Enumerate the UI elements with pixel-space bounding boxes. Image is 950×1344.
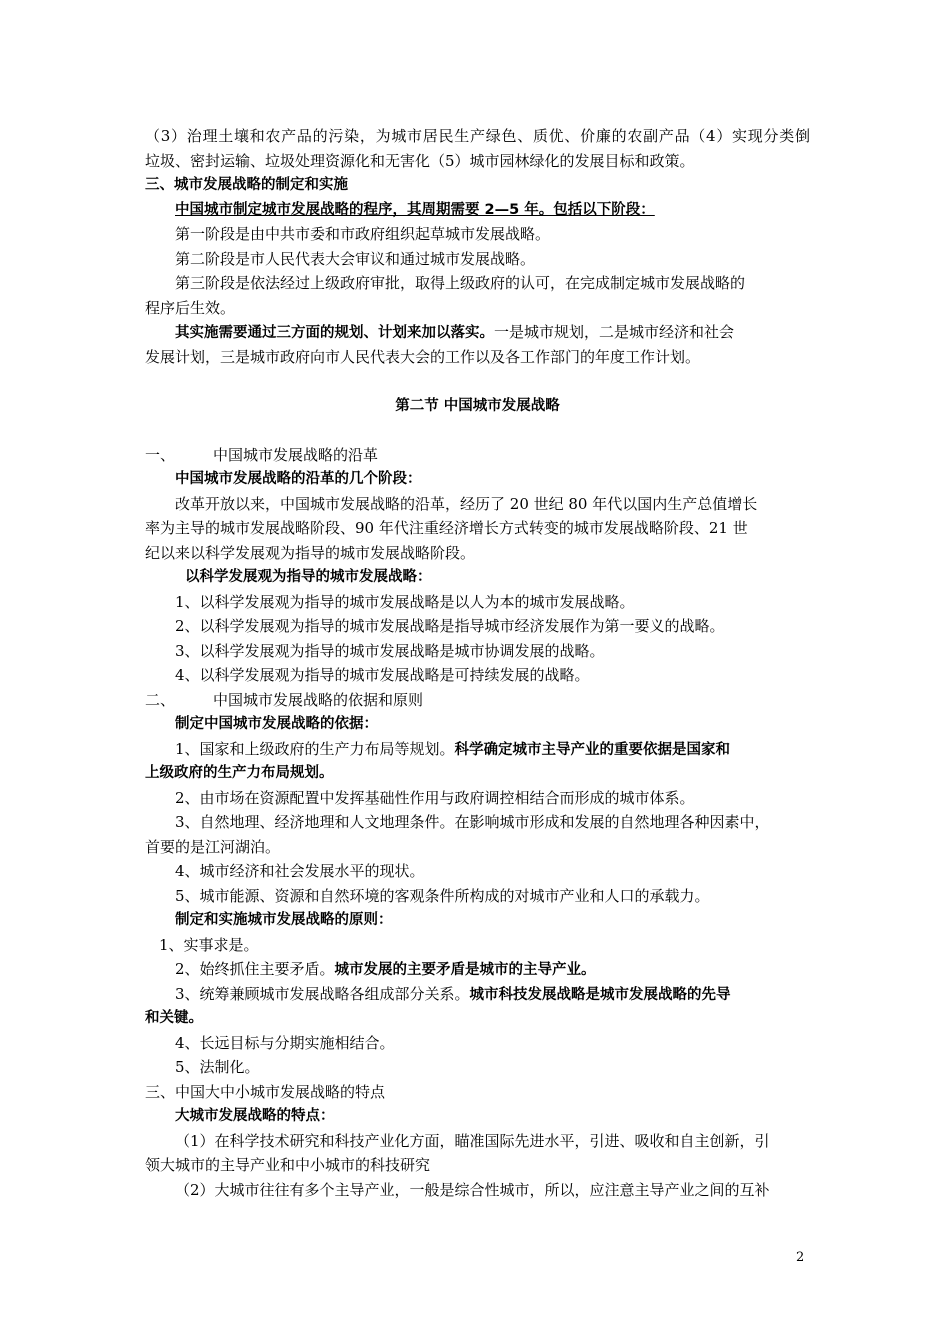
list-item: 3、以科学发展观为指导的城市发展战略是城市协调发展的战略。 [175,641,605,660]
text-line: 率为主导的城市发展战略阶段、90 年代注重经济增长方式转变的城市发展战略阶段、21 世 [145,519,748,537]
heading-text: 中国城市发展战略的依据和原则 [213,690,424,709]
text-run: 一是城市规划，二是城市经济和社会 [494,323,735,341]
list-item: 2、由市场在资源配置中发挥基础性作用与政府调控相结合而形成的城市体系。 [175,788,695,807]
list-item: 1、实事求是。 [159,935,259,954]
text-line: 首要的是江河湖泊。 [145,837,281,856]
document-body [145,124,810,1202]
list-item [145,957,810,982]
text-line [145,320,810,345]
list-item: 4、城市经济和社会发展水平的现状。 [175,862,425,880]
list-item: 4、长远目标与分期实施相结合。 [175,1033,395,1052]
heading-number: 二、 [145,690,176,709]
text-line: 程序后生效。 [145,298,236,317]
bold-line: 和关键。 [145,1010,203,1026]
subheading: 中国城市发展战略的沿革的几个阶段： [175,471,422,487]
subheading: 以科学发展观为指导的城市发展战略： [185,569,432,585]
text-line: 第一阶段是由中共市委和市政府组织起草城市发展战略。 [175,225,551,243]
list-item: （2）大城市往往有多个主导产业，一般是综合性城市，所以，应注意主导产业之间的互补 [175,1180,770,1199]
text-line: （3）治理土壤和农产品的污染，为城市居民生产绿色、质优、价廉的农副产品（4）实现分类倒 [145,127,810,145]
list-item [145,982,810,1007]
heading-text: 中国城市发展战略的沿革 [213,445,379,464]
text-line: 第二阶段是市人民代表大会审议和通过城市发展战略。 [175,249,536,268]
bold-phrase: 其实施需要通过三方面的规划、计划来加以落实。 [175,325,494,341]
text-line: 垃圾、密封运输、垃圾处理资源化和无害化（5）城市园林绿化的发展目标和政策。 [145,151,695,170]
list-item: 5、法制化。 [175,1058,260,1076]
subheading: 制定中国城市发展战略的依据： [175,716,378,732]
text-run: 2、始终抓住主要矛盾。 [175,960,335,978]
text-line: 纪以来以科学发展观为指导的城市发展战略阶段。 [145,543,476,562]
text-line: 领大城市的主导产业和中小城市的科技研究 [145,1156,431,1174]
list-item [145,737,810,762]
section-title: 第二节 中国城市发展战略 [395,397,560,414]
text-run: 3、统筹兼顾城市发展战略各组成部分关系。 [175,984,470,1003]
list-item: 4、以科学发展观为指导的城市发展战略是可持续发展的战略。 [175,666,590,684]
numbered-heading [145,443,810,468]
page-number: 2 [796,1250,805,1265]
numbered-heading [145,688,810,713]
bold-line: 上级政府的生产力布局规划。 [145,765,334,781]
list-item: 5、城市能源、资源和自然环境的客观条件所构成的对城市产业和人口的承载力。 [175,886,710,905]
list-item: 2、以科学发展观为指导的城市发展战略是指导城市经济发展作为第一要义的战略。 [175,617,725,635]
bold-phrase: 科学确定城市主导产业的重要依据是国家和 [454,741,731,758]
bold-phrase: 城市科技发展战略是城市发展战略的先导 [469,986,731,1003]
subheading: 制定和实施城市发展战略的原则： [175,912,393,928]
subheading: 中国城市制定城市发展战略的程序，其周期需要 2—5 年。包括以下阶段： [175,201,655,218]
bold-phrase: 城市发展的主要矛盾是城市的主导产业。 [334,962,596,978]
subheading: 大城市发展战略的特点： [175,1108,335,1124]
text-line: 第三阶段是依法经过上级政府审批，取得上级政府的认可，在完成制定城市发展战略的 [175,274,746,292]
text-line: 发展计划，三是城市政府向市人民代表大会的工作以及各工作部门的年度工作计划。 [145,347,701,366]
list-item: （1）在科学技术研究和科技产业化方面，瞄准国际先进水平，引进、吸收和自主创新，引 [175,1131,770,1150]
heading-number: 一、 [145,445,176,464]
list-item: 1、以科学发展观为指导的城市发展战略是以人为本的城市发展战略。 [175,592,635,611]
section-heading: 三、中国大中小城市发展战略的特点 [145,1082,386,1101]
text-run: 1、国家和上级政府的生产力布局等规划。 [175,739,455,758]
text-line: 改革开放以来，中国城市发展战略的沿革，经历了 20 世纪 80 年代以国内生产总值增长 [175,494,758,513]
section-heading: 三、城市发展战略的制定和实施 [145,177,348,193]
list-item: 3、自然地理、经济地理和人文地理条件。在影响城市形成和发展的自然地理各种因素中， [175,813,770,831]
